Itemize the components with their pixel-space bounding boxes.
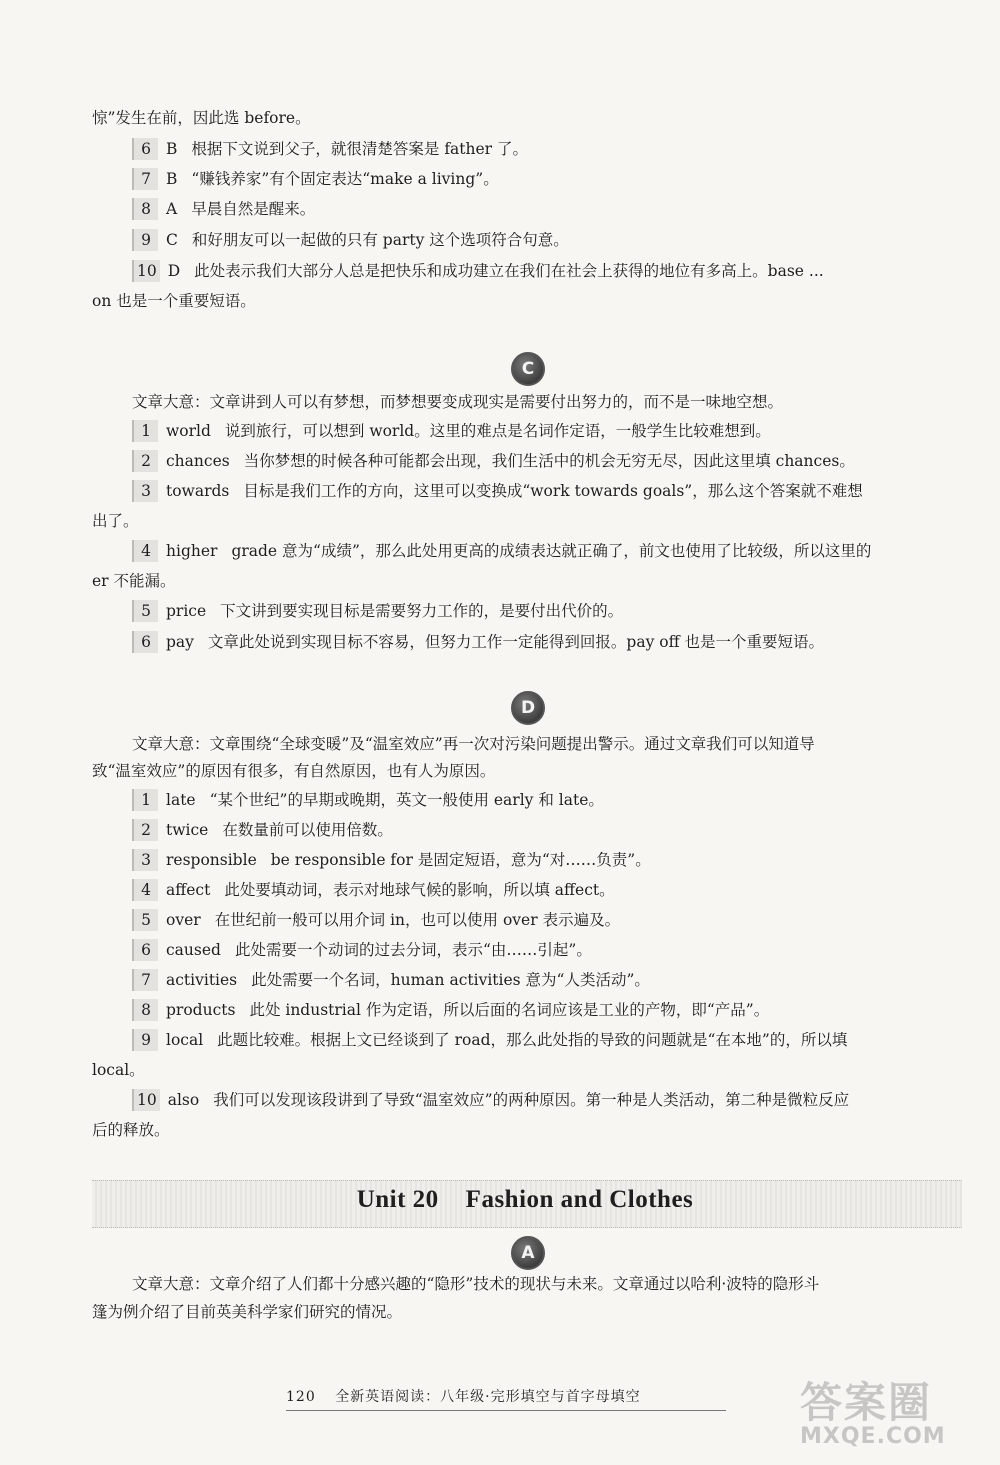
book-title: 全新英语阅读：八年级·完形填空与首字母填空: [335, 1389, 641, 1405]
unit-summary-2: 篷为例介绍了目前英美科学家们研究的情况。: [92, 1303, 403, 1321]
item-answer: B: [166, 140, 178, 158]
answer-item: [92, 536, 962, 566]
item-number: 6: [132, 631, 158, 653]
item-answer: responsible: [166, 851, 257, 869]
item-answer: higher: [166, 542, 218, 560]
section-d-summary-2: 致“温室效应”的原因有很多，有自然原因，也有人为原因。: [92, 762, 496, 780]
answer-item: [92, 1085, 962, 1115]
answer-item: [92, 1025, 962, 1055]
answer-item: [92, 815, 962, 845]
section-c-summary: 文章大意：文章讲到人可以有梦想，而梦想要变成现实是需要付出努力的，而不是一味地空想。: [132, 393, 784, 411]
item-explanation: 在数量前可以使用倍数。: [222, 821, 393, 839]
item-answer: activities: [166, 971, 238, 989]
item-answer: late: [166, 791, 196, 809]
item-explanation: 此处 industrial 作为定语，所以后面的名词应该是工业的产物，即“产品”。: [249, 1001, 770, 1019]
item-number: 1: [132, 420, 158, 442]
item-answer: B: [166, 170, 178, 188]
item-number: 6: [132, 939, 158, 961]
item-answer: D: [167, 262, 181, 280]
answer-item: [92, 596, 962, 626]
item-explanation: 在世纪前一般可以用介词 in，也可以使用 over 表示遍及。: [214, 911, 621, 929]
item-number: 7: [132, 168, 158, 190]
answer-item: [92, 905, 962, 935]
section-d-summary-1: 文章大意：文章围绕“全球变暖”及“温室效应”再一次对污染问题提出警示。通过文章我们可以知道导: [132, 735, 815, 753]
page-number: 120: [286, 1389, 316, 1405]
item-answer: products: [166, 1001, 236, 1019]
answer-item: [92, 627, 962, 657]
item-number: 3: [132, 849, 158, 871]
item-explanation: grade 意为“成绩”，那么此处用更高的成绩表达就正确了，前文也使用了比较级，所以这里的: [231, 542, 872, 560]
item-explanation: 此处要填动词，表示对地球气候的影响，所以填 affect。: [224, 881, 615, 899]
item-number: 3: [132, 480, 158, 502]
item-number: 4: [132, 540, 158, 562]
item-explanation: “赚钱养家”有个固定表达“make a living”。: [191, 170, 499, 188]
item-explanation: 下文讲到要实现目标是需要努力工作的，是要付出代价的。: [220, 602, 624, 620]
item-number: 8: [132, 198, 158, 220]
unit-summary-1: 文章大意：文章介绍了人们都十分感兴趣的“隐形”技术的现状与未来。文章通过以哈利·波特的隐形斗: [132, 1275, 820, 1293]
footer-rule: [286, 1410, 726, 1411]
text-line: 出了。: [92, 512, 139, 530]
answer-item: [92, 225, 962, 255]
item-answer: price: [166, 602, 207, 620]
item-explanation: 早晨自然是醒来。: [191, 200, 316, 218]
item-explanation: 和好朋友可以一起做的只有 party 这个选项符合句意。: [191, 231, 569, 249]
item-explanation: be responsible for 是固定短语，意为“对……负责”。: [270, 851, 651, 869]
line-text: on 也是一个重要短语。: [92, 292, 256, 310]
item-answer: caused: [166, 941, 221, 959]
item-answer: chances: [166, 452, 230, 470]
item-number: 4: [132, 879, 158, 901]
item-answer: C: [166, 231, 178, 249]
item-number: 2: [132, 819, 158, 841]
item-explanation: 根据下文说到父子，就很清楚答案是 father 了。: [191, 140, 529, 158]
page-footer: [286, 1386, 641, 1406]
item-explanation: 说到旅行，可以想到 world。这里的难点是名词作定语，一般学生比较难想到。: [224, 422, 771, 440]
item-explanation: 此题比较难。根据上文已经谈到了 road，那么此处指的导致的问题就是“在本地”的，所以填: [217, 1031, 848, 1049]
answer-item: [92, 785, 962, 815]
text-line: local。: [92, 1061, 145, 1079]
item-explanation: 我们可以发现该段讲到了导致“温室效应”的两种原因。第一种是人类活动，第二种是微粒反应: [213, 1091, 850, 1109]
item-explanation: 此处需要一个动词的过去分词，表示“由……引起”。: [234, 941, 592, 959]
answer-item: [92, 164, 962, 194]
item-number: 7: [132, 969, 158, 991]
answer-item: [92, 446, 962, 476]
text-line: [92, 103, 962, 133]
item-number: 10: [132, 1089, 160, 1111]
section-c-badge: C: [511, 352, 545, 386]
line-text: 惊”发生在前，因此选 before。: [92, 109, 311, 127]
item-answer: A: [166, 200, 178, 218]
watermark-logo: 答案圈: [800, 1378, 933, 1427]
item-answer: twice: [166, 821, 209, 839]
answer-item: [92, 995, 962, 1025]
item-number: 9: [132, 1029, 158, 1051]
watermark: [800, 1370, 990, 1460]
item-number: 10: [132, 260, 160, 282]
item-answer: also: [167, 1091, 200, 1109]
item-answer: pay: [166, 633, 194, 651]
item-explanation: 目标是我们工作的方向，这里可以变换成“work towards goals”，那么这个答案就不难想: [243, 482, 863, 500]
section-a-badge: A: [511, 1236, 545, 1270]
section-d-badge: D: [511, 691, 545, 725]
item-answer: local: [166, 1031, 204, 1049]
answer-item: [92, 476, 962, 506]
unit-title: Unit 20 Fashion and Clothes: [356, 1186, 694, 1213]
item-answer: over: [166, 911, 201, 929]
item-explanation: 当你梦想的时候各种可能都会出现，我们生活中的机会无穷无尽，因此这里填 chances。: [243, 452, 855, 470]
answer-item: [92, 194, 962, 224]
item-explanation: 此处需要一个名词，human activities 意为“人类活动”。: [251, 971, 650, 989]
item-number: 2: [132, 450, 158, 472]
answer-item: [92, 845, 962, 875]
answer-item: [92, 256, 962, 286]
watermark-url: MXQE.COM: [800, 1424, 946, 1449]
item-number: 8: [132, 999, 158, 1021]
item-answer: world: [166, 422, 211, 440]
text-line: 后的释放。: [92, 1121, 170, 1139]
item-answer: affect: [166, 881, 211, 899]
item-explanation: “某个世纪”的早期或晚期，英文一般使用 early 和 late。: [209, 791, 604, 809]
item-number: 1: [132, 789, 158, 811]
item-number: 5: [132, 909, 158, 931]
answer-item: [92, 416, 962, 446]
item-number: 9: [132, 229, 158, 251]
item-explanation: 此处表示我们大部分人总是把快乐和成功建立在我们在社会上获得的地位有多高上。base ...: [194, 262, 824, 280]
answer-item: [92, 935, 962, 965]
text-line: [92, 286, 962, 316]
answer-item: [92, 134, 962, 164]
item-explanation: 文章此处说到实现目标不容易，但努力工作一定能得到回报。pay off 也是一个重要短语。: [207, 633, 825, 651]
item-number: 5: [132, 600, 158, 622]
answer-item: [92, 965, 962, 995]
answer-item: [92, 875, 962, 905]
item-number: 6: [132, 138, 158, 160]
text-line: er 不能漏。: [92, 572, 176, 590]
item-answer: towards: [166, 482, 230, 500]
